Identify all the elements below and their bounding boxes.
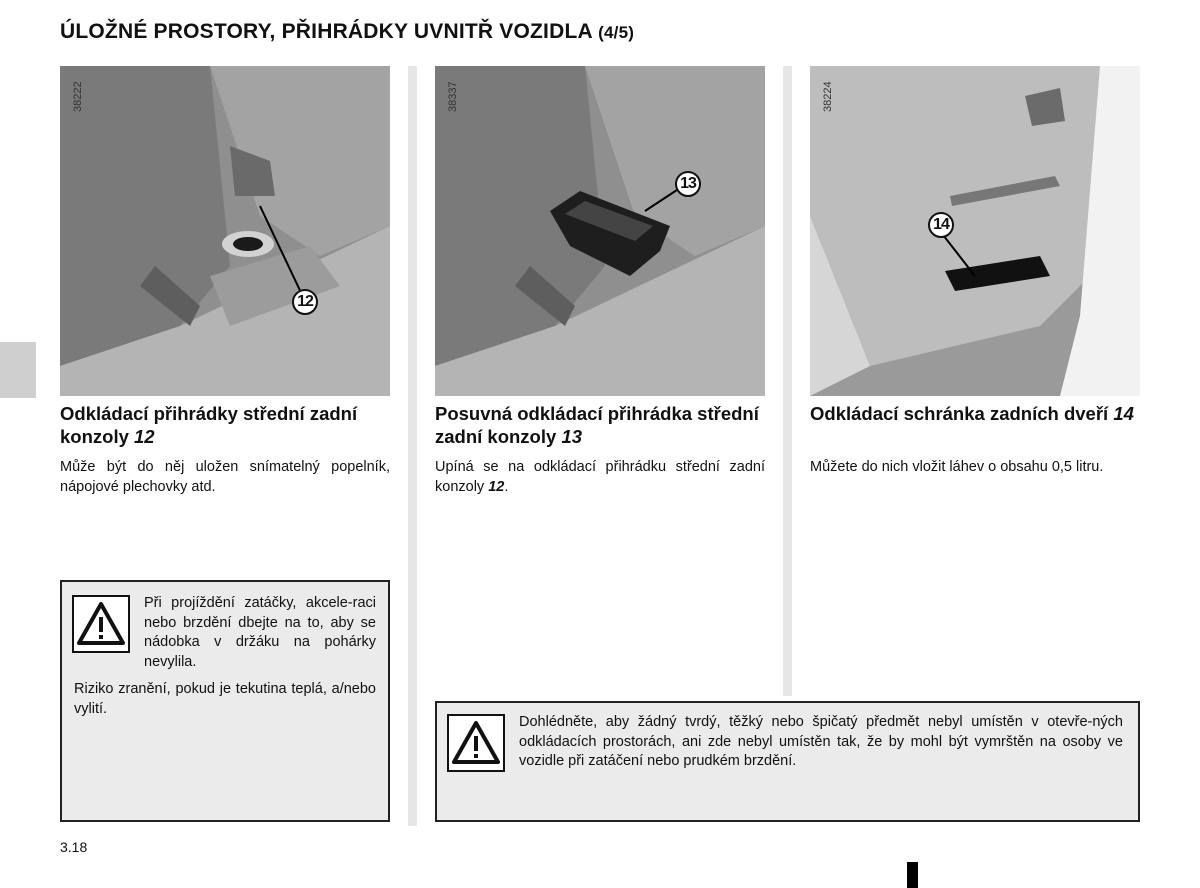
photo-sliding-tray: [435, 66, 765, 396]
page-title: [60, 20, 634, 44]
page-title-part: (4/5): [598, 23, 635, 42]
warning-text: Při projíždění zatáčky, akcele-raci nebo brzdění dbejte na to, aby se nádobka v držáku na pohárky nevylila.: [144, 595, 376, 670]
chapter-tab: [0, 342, 36, 398]
photo-code: 38337: [447, 81, 459, 112]
warning-box-left: [60, 580, 390, 822]
photo-center-console-tray: [60, 66, 390, 396]
section-heading-2: [435, 402, 765, 448]
heading-number: 14: [1113, 403, 1134, 424]
edge-mark: [907, 862, 918, 888]
body-text-1: Může být do něj uložen snímatelný popelník, nápojové plechovky atd.: [60, 459, 390, 495]
body-text-3: Můžete do nich vložit láhev o obsahu 0,5 litru.: [810, 459, 1104, 475]
section-heading-1: [60, 402, 390, 448]
page-title-text: ÚLOŽNÉ PROSTORY, PŘIHRÁDKY UVNITŘ VOZIDLA: [60, 20, 593, 43]
heading-text: Odkládací schránka zadních dveří: [810, 403, 1109, 424]
body-number: 12: [488, 479, 505, 495]
heading-text: Odkládací přihrádky střední zadní konzoly: [60, 403, 358, 447]
heading-text: Posuvná odkládací přihrádka střední zadní konzoly: [435, 403, 759, 447]
warning-box-right: [435, 701, 1140, 822]
body-text: Upíná se na odkládací přihrádku střední zadní konzoly: [435, 459, 765, 495]
photo-door-pocket: [810, 66, 1140, 396]
photo-code: 38224: [822, 81, 834, 112]
page-number: 3.18: [60, 839, 88, 855]
column-separator-right: [783, 66, 792, 696]
callout-14: 14: [928, 212, 954, 238]
body-end: .: [504, 479, 509, 495]
heading-number: 12: [134, 426, 155, 447]
body-text-2: [435, 457, 765, 497]
photo-code: 38222: [72, 81, 84, 112]
heading-number: 13: [561, 426, 583, 447]
warning-triangle-icon: [72, 595, 130, 653]
warning-text: Dohlédněte, aby žádný tvrdý, těžký nebo špičatý předmět nebyl umístěn v otevře-ných odkládacích prostorách, ani zde nebyl umístěn tak, že by mohl být vymrštěn na osoby ve vozidle při zatáčení nebo prudkém brzdění.: [519, 714, 1123, 769]
warning-triangle-icon: [447, 714, 505, 772]
warning-text-risk: Riziko zranění, pokud je tekutina teplá, a/nebo vylití.: [74, 681, 376, 717]
callout-13: 13: [675, 171, 701, 197]
callout-12: 12: [292, 289, 318, 315]
section-heading-3: [810, 402, 1140, 425]
column-separator-left: [408, 66, 417, 826]
